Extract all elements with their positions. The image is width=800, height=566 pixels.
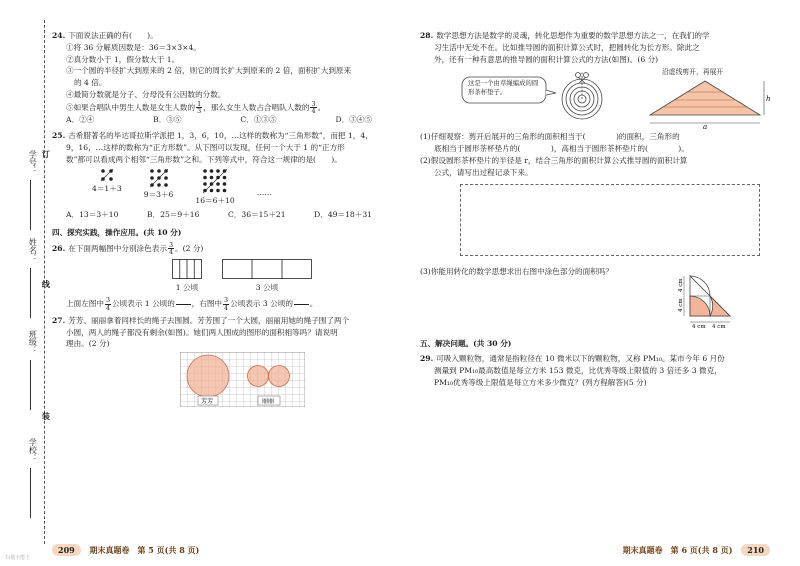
- height-label: h: [766, 95, 771, 104]
- lili-label: 丽丽: [262, 398, 275, 406]
- choices: A．13＝3＋10 B．25＝9＋16 C．36＝15＋21 D．49＝18＋31: [66, 210, 372, 220]
- base-label: a: [703, 123, 708, 130]
- question-24: 24. 下面说法正确的有( )。 ①将 36 分解质因数是：36＝3×3×4。 ②真分数小于 1，假分数大于 1。 ③一个圆的半径扩大到原来的 2 倍，则它的周长扩大到原来的 2 倍，面积扩大到原来 的 4 倍。 ④最简分数就是分子、分母没有公因数的分数。 ⑤如果合唱队中男生人数是女生人数的 $\frac{1}{3}$ ，那么女生人数占合唱队人数的 $\frac{3}{4}$ 。 A．②④ B．③⑤ C．①③⑤ D．③④⑤: [52, 31, 372, 125]
- fraction: $\frac{3}{4}$: [168, 240, 174, 257]
- fangfang-label: 芳芳: [201, 398, 214, 406]
- shaded-region-figure: [675, 264, 755, 334]
- question-29: 29. 可吸入颗粒物，通常是指粒径在 10 微米以下的颗粒物，又称 PM₁₀。某市今年 6 月份 测量到 PM₁₀最高数值是每立方米 153 微克，比优秀等级上限值的 3 倍还多 3 微克， PM₁₀优秀等级上限值是每立方米多少微克？(列方程解答)(5 分): [420, 354, 725, 387]
- hectare-figures: 1 公顷 3 公顷: [52, 259, 397, 295]
- footer-left-text: 期末真题卷 第 5 页(共 8 页): [89, 544, 200, 555]
- section-5-heading: 五、解决问题。(共 30 分): [420, 339, 512, 349]
- question-27: 27. 芳芳、丽丽拿着同样长的绳子去围圆。芳芳围了一个大圆，丽丽用她的绳子围了两个 小圆，两人的绳子都没有剩余(如图)。她们两人围成的图形的面积相等吗？请说明 理由。(2 分) 芳芳 丽丽: [52, 315, 350, 406]
- class-label: 班级：: [28, 330, 38, 354]
- blank-fraction[interactable]: [294, 297, 309, 311]
- right-page: [420, 30, 772, 392]
- page-number: 209: [52, 544, 81, 556]
- footer-right-text: 期末真题卷 第 6 页(共 8 页): [622, 544, 733, 555]
- fraction: $\frac{3}{4}$: [224, 296, 229, 312]
- dim-label: 4 cm: [692, 324, 706, 331]
- cut-instruction: 沿虚线剪开，再展开: [662, 68, 724, 77]
- question-28: 28. 数学思想方法是数学的灵魂，转化思想作为重要的数学思想方法之一，在我们的学 习生活中无处不在。比如推导圆的面积计算公式时，把圆转化为长方形。除此之 外，还有一种有意思的推导圆的面积计算公式的方法(如图)。(6 分) h a 这是一个由草绳编成的圆形茶杯垫子。 沿虚线剪开，再展开 (1)仔细观察：剪开后展开的三角形的面积相当于( )的面积，三角形的 底相当于圆形茶杯垫片的( )，高相当于圆形茶杯垫片的( )。 (2)假设圆形茶杯垫片的半径是 r，结合三角形的面积计算公式推导圆的面积计算 公式，请写出过程记录下来。 (3)你能用转化的数学思想求出右图中涂色部分的面积吗？ 4 cm 4 cm 4 cm 4 cm: [420, 30, 772, 332]
- seal-char-ding: 订: [41, 150, 52, 158]
- page-number: 210: [741, 544, 770, 556]
- name-label: 姓名：: [28, 238, 38, 262]
- three-hectare-rect: [222, 259, 312, 279]
- footer-left: [52, 544, 199, 556]
- fill-line: [30, 180, 31, 230]
- dim-label: 4 cm: [678, 278, 684, 293]
- fraction: $\frac{3}{4}$: [311, 99, 316, 115]
- fill-line: [30, 468, 31, 518]
- footer-right: [623, 544, 770, 556]
- dot-square-2: [99, 167, 115, 183]
- coaster-illustration: [420, 67, 772, 129]
- student-no-label: 学号：: [28, 150, 38, 174]
- fraction: $\frac{3}{4}$: [105, 296, 111, 312]
- part-3: (3)你能用转化的数学思想求出右图中涂色部分的面积吗？ 4 cm 4 cm 4 cm 4 cm: [420, 266, 772, 332]
- fraction: $\frac{1}{3}$: [197, 99, 202, 115]
- circles-grid-figure: [180, 352, 305, 407]
- speech-bubble-text: 这是一个由草绳编成的圆形茶杯垫子。: [468, 79, 539, 96]
- school-label: 学校：: [28, 438, 38, 462]
- question-25: 25. 古希腊著名的毕达哥拉斯学派把 1，3，6，10，…这样的数称为“三角形数”，而把 1，4， 9，16，…这样的数称为“正方形数”。从下图可以发现，任何一个大于 1 的“正方形 数”都可以看成两个相邻“三角形数”之和。下列等式中，符合这一规律的是( )。 4＝1＋3 9＝3＋6 16＝6＋10 …… A．13＝3＋10 B．25＝9＋16 C．36＝15＋21 D．49＝18＋31: [52, 130, 397, 221]
- one-hectare-rect: [172, 259, 202, 279]
- dot-square-3: [148, 167, 170, 189]
- dot-square-4: [201, 167, 229, 195]
- left-page: [52, 30, 397, 415]
- seal-char-xian: 线: [41, 280, 52, 288]
- answer-box[interactable]: [460, 184, 760, 256]
- section-4-heading: 四、探究实践，操作应用。(共 10 分): [52, 228, 182, 237]
- question-26: 26. 在下面两幅图中分别涂色表示 $\frac{3}{4}$ 。(2 分) 1 公顷 3 公顷 上面左图中 $\frac{3}{4}$ 公顷表示 1 公顷的 ，右图中 $\frac{3}{4}$ 公顷表示 3 公顷的 。: [52, 242, 397, 311]
- choices: A．②④ B．③⑤ C．①③⑤ D．③④⑤: [66, 115, 372, 125]
- fill-line: [30, 268, 31, 318]
- dim-label: 4 cm: [678, 298, 684, 313]
- blank-fraction[interactable]: [176, 297, 191, 311]
- dim-label: 4 cm: [712, 324, 726, 331]
- scanner-watermark: · 扫描全能王: [2, 555, 31, 562]
- fill-line: [30, 360, 31, 410]
- seal-char-zhuang: 装: [41, 412, 52, 420]
- dot-figures: 4＝1＋3 9＝3＋6 16＝6＋10 ……: [52, 167, 397, 207]
